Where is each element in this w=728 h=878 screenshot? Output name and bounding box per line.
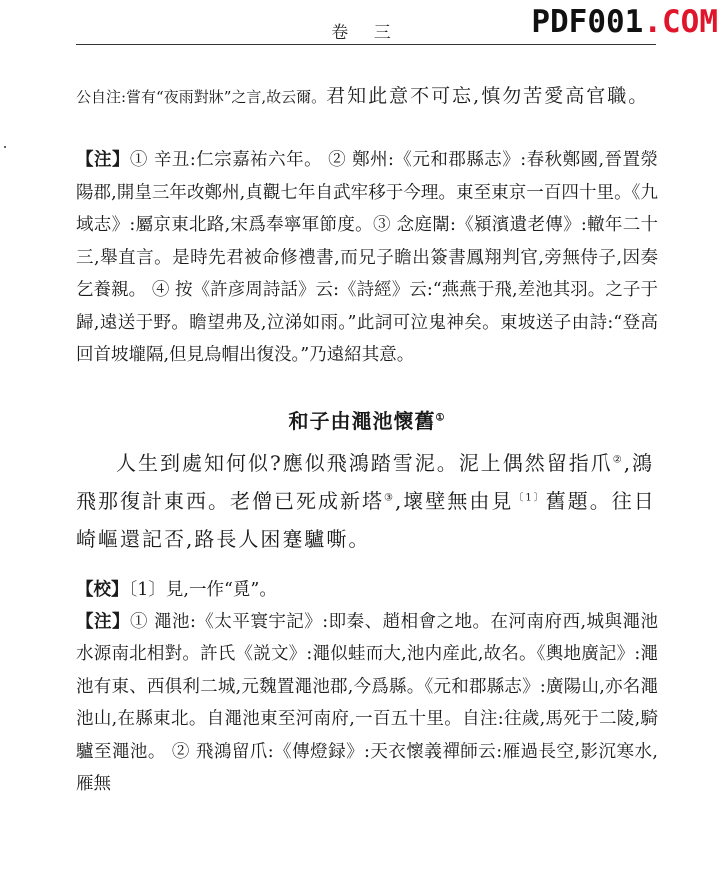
running-head: 卷 三 [331, 23, 401, 43]
poem-segment: ,壞壁無由見 [394, 488, 514, 513]
header-rule [76, 44, 656, 45]
collation-text: 〔1〕見,一作“覓”。 [128, 579, 277, 600]
poem-title [76, 405, 658, 434]
annotation-tag: 【注】 [76, 611, 130, 632]
collation-note [76, 574, 658, 606]
watermark-suffix: .COM [643, 4, 718, 40]
poem-closing-lines: 君知此意不可忘,慎勿苦愛高官職。 [326, 85, 650, 107]
poem-body [76, 444, 658, 558]
annotation-tag: 【注】 [76, 150, 130, 170]
margin-mark [4, 146, 6, 148]
annotation-text: ① 辛丑:仁宗嘉祐六年。 ② 鄭州:《元和郡縣志》:春秋鄭國,晉置滎陽郡,開皇三年改鄭州,貞觀七年自武牢移于今理。東至東京一百四十里。《九域志》:屬京東北路,宋爲奉寧軍節度。③ 念庭闈:《潁濱遺老傳》:轍年二十三,舉直言。是時先君被命修禮書,而兄子瞻出簽書鳳翔判官,旁無侍子,因奏乞養親。 ④ 按《許彦周詩話》云:《詩經》云:“燕燕于飛,差池其羽。之子于歸,遠送于野。瞻望弗及,泣涕如雨。”此詞可泣鬼神矣。東坡送子由詩:“登高回首坡壠隔,但見烏帽出復没。”乃遠紹其意。 [76, 150, 658, 365]
watermark-logo [531, 4, 718, 40]
watermark-prefix: PDF001 [531, 4, 644, 40]
author-own-note [76, 80, 658, 114]
footnote-mark: ③ [384, 491, 395, 503]
author-note-small: 公自注:嘗有“夜雨對牀”之言,故云爾。 [76, 88, 327, 106]
annotation-block-2 [76, 606, 658, 801]
annotation-text: ① 澠池:《太平寰宇記》:即秦、趙相會之地。在河南府西,城與澠池水源南北相對。許氏《説文》:澠似蛙而大,池内産此,故名。《輿地廣記》:澠池有東、西俱利二城,元魏置澠池郡,今爲縣。《元和郡縣志》:廣陽山,亦名澠池山,在縣東北。自澠池東至河南府,一百五十里。自注:往歲,馬死于二陵,騎驢至澠池。 ② 飛鴻留爪:《傳燈録》:天衣懷義禪師云:雁過長空,影沉寒水,雁無 [76, 611, 658, 794]
footnote-mark: ① [435, 411, 446, 423]
poem-segment: 舊題。往日崎嶇還記否,路長人困蹇驢嘶。 [76, 488, 656, 551]
annotation-block-1 [76, 144, 658, 372]
collation-tag: 【校】 [76, 579, 129, 600]
poem-title-text: 和子由澠池懷舊 [288, 408, 436, 433]
poem-segment: ,鴻飛那復計東西。老僧已死成新塔 [76, 450, 655, 513]
page-content [76, 80, 658, 801]
poem-segment: 人生到處知何似?應似飛鴻踏雪泥。泥上偶然留指爪 [116, 450, 613, 475]
collation-mark: 〔1〕 [513, 491, 546, 503]
footnote-mark: ② [612, 453, 624, 465]
